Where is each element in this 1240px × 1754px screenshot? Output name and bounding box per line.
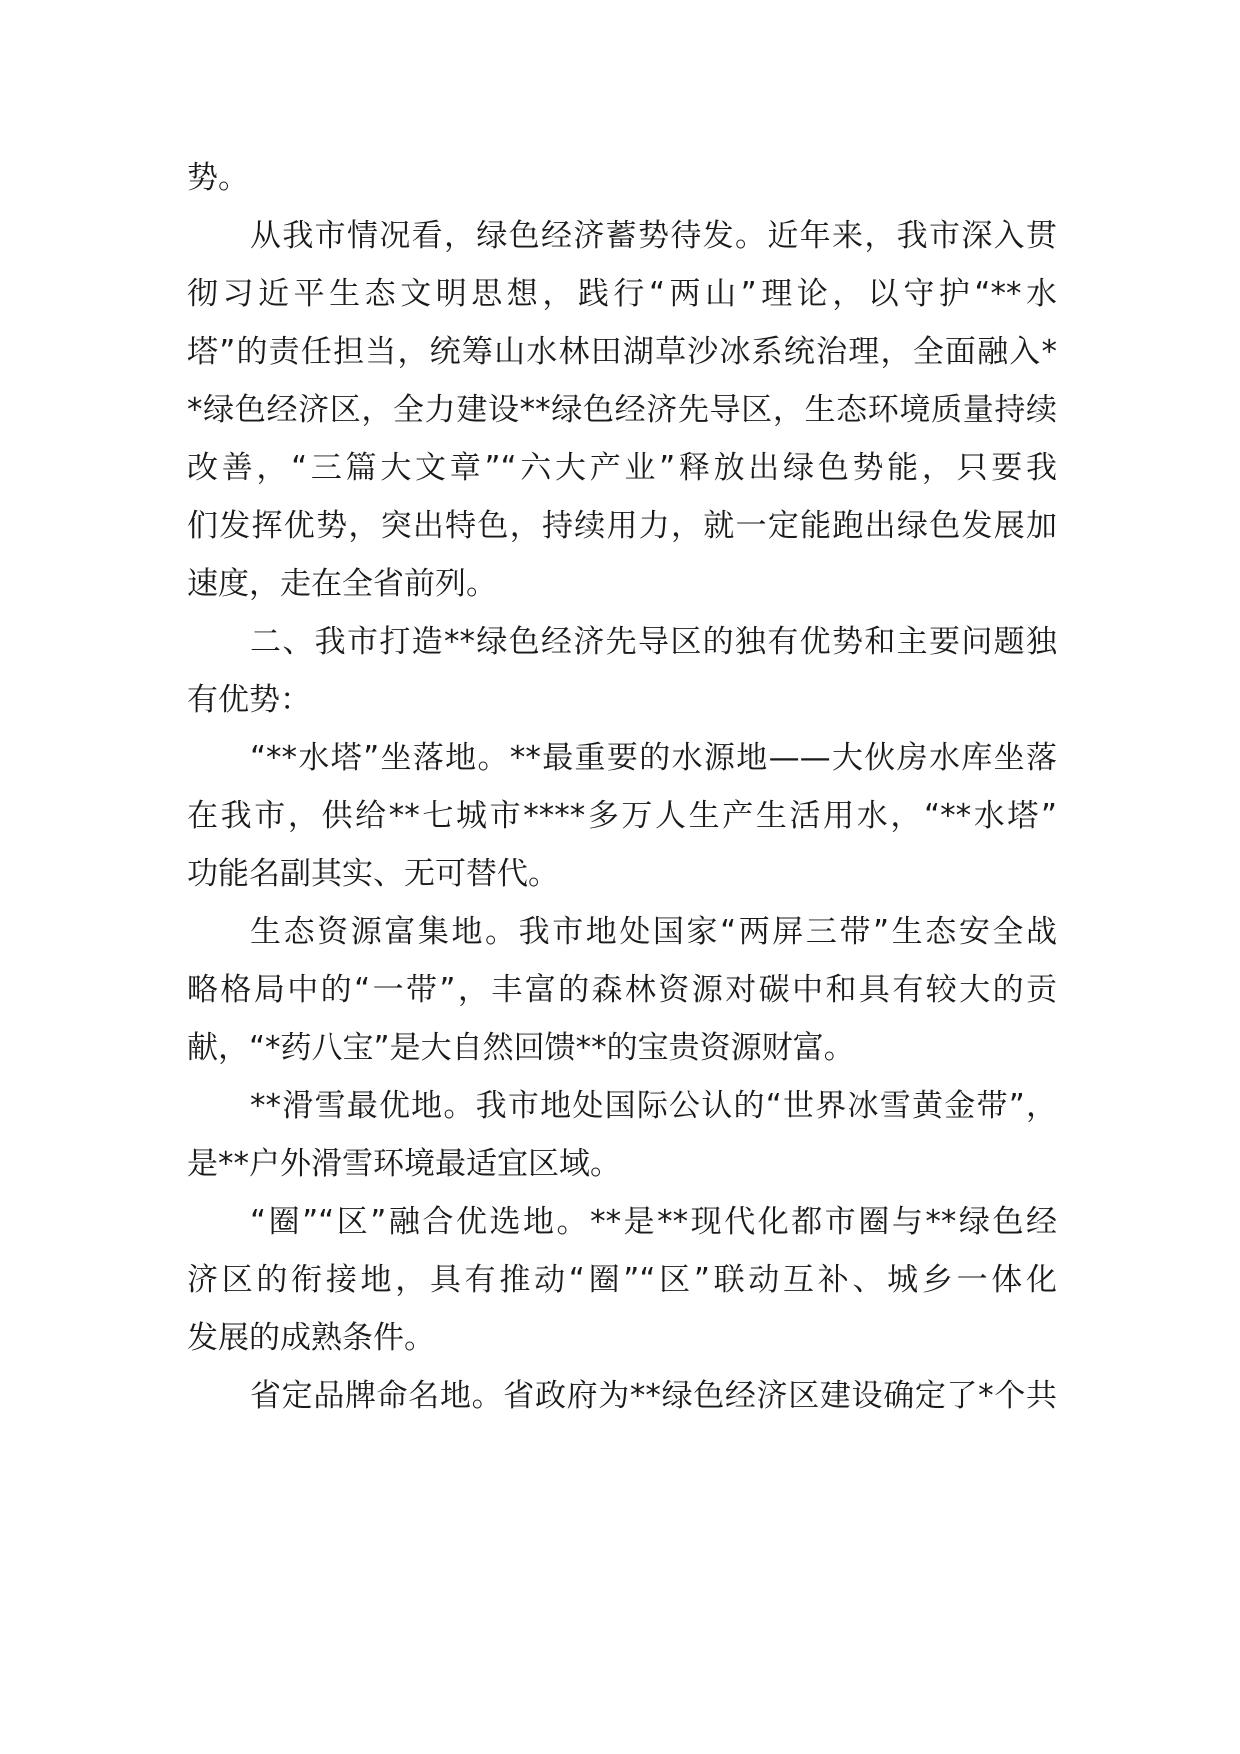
text-line-21: 发展的成熟条件。: [187, 1320, 435, 1356]
text-line-19: “圈”“区”融合优选地。**是**现代化都市圈与**绿色经: [250, 1204, 1057, 1240]
text-line-20: 济区的衔接地，具有推动“圈”“区”联动互补、城乡一体化: [187, 1262, 1057, 1298]
text-line-17: **滑雪最优地。我市地处国际公认的“世界冰雪黄金带”，: [250, 1088, 1057, 1124]
text-line-15: 略格局中的“一带”，丰富的森林资源对碳中和具有较大的贡: [187, 972, 1057, 1008]
text-line-1: 势。: [187, 160, 249, 196]
text-line-13: 功能名副其实、无可替代。: [187, 856, 559, 892]
text-line-3: 彻习近平生态文明思想，践行“两山”理论，以守护“**水: [187, 276, 1057, 312]
section-heading-line-2: 有优势：: [187, 682, 311, 718]
text-line-2: 从我市情况看，绿色经济蓄势待发。近年来，我市深入贯: [250, 218, 1057, 254]
text-line-12: 在我市，供给**七城市****多万人生产生活用水，“**水塔”: [187, 798, 1057, 834]
text-line-22: 省定品牌命名地。省政府为**绿色经济区建设确定了*个共: [250, 1378, 1057, 1414]
text-line-7: 们发挥优势，突出特色，持续用力，就一定能跑出绿色发展加: [187, 508, 1057, 544]
text-line-5: *绿色经济区，全力建设**绿色经济先导区，生态环境质量持续: [187, 392, 1057, 428]
text-line-11: “**水塔”坐落地。**最重要的水源地——大伙房水库坐落: [250, 740, 1057, 776]
text-line-4: 塔”的责任担当，统筹山水林田湖草沙冰系统治理，全面融入*: [187, 334, 1057, 370]
text-line-14: 生态资源富集地。我市地处国家“两屏三带”生态安全战: [250, 914, 1057, 950]
text-line-16: 献，“*药八宝”是大自然回馈**的宝贵资源财富。: [187, 1030, 855, 1066]
text-line-6: 改善，“三篇大文章”“六大产业”释放出绿色势能，只要我: [187, 450, 1057, 486]
text-line-8: 速度，走在全省前列。: [187, 566, 497, 602]
text-line-18: 是**户外滑雪环境最适宜区域。: [187, 1146, 621, 1182]
section-heading-line-1: 二、我市打造**绿色经济先导区的独有优势和主要问题独: [250, 624, 1057, 660]
